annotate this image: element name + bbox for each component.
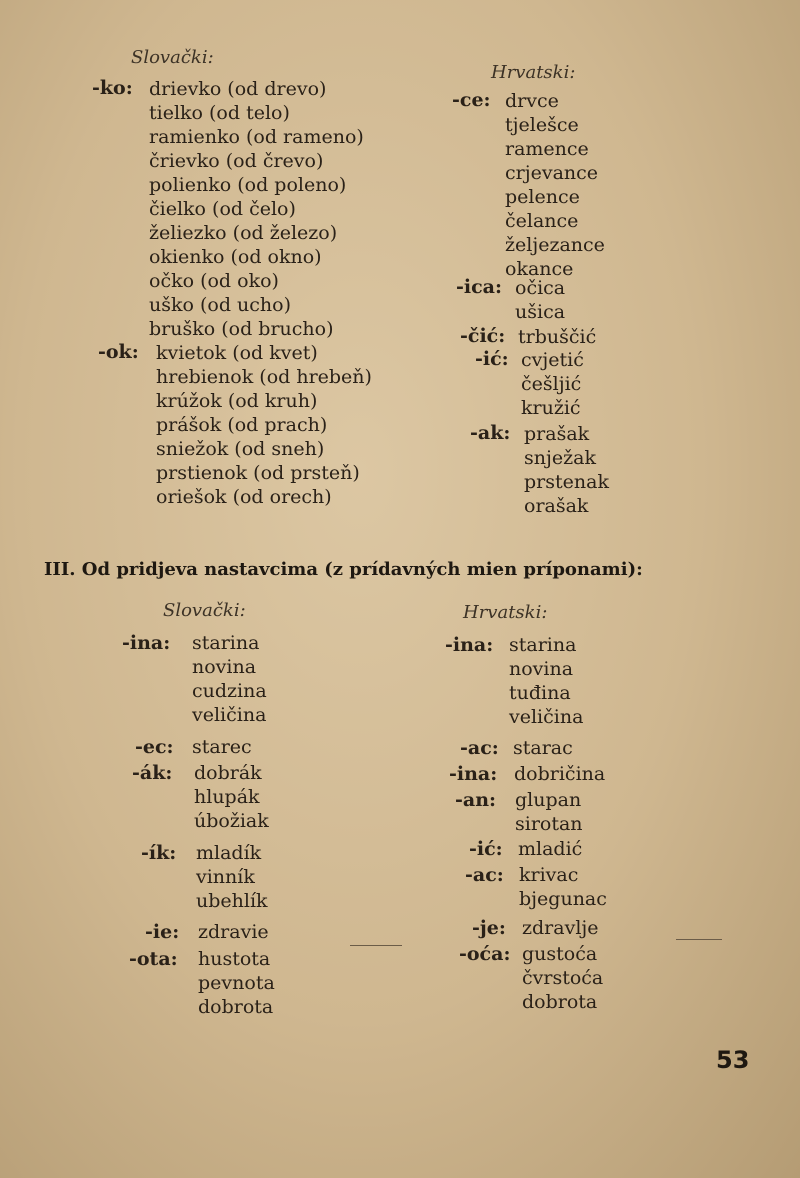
page-number: 53	[716, 1046, 750, 1074]
word-list	[198, 948, 275, 1020]
word-entry: pevnota	[198, 972, 275, 994]
word-entry: tielko (od telo)	[149, 102, 290, 124]
word-entry: pelence	[505, 186, 580, 208]
word-entry: čelance	[505, 210, 579, 232]
word-entry: drvce	[505, 90, 559, 112]
word-entry: cvjetić	[521, 349, 584, 371]
word-entry: vinník	[196, 866, 255, 888]
word-entry: bruško (od brucho)	[149, 318, 334, 340]
word-entry: prstienok (od prsteň)	[156, 462, 360, 484]
suffix-label: -je:	[472, 917, 506, 939]
suffix-label: -ina:	[122, 632, 171, 654]
word-entry: novina	[192, 656, 257, 678]
word-entry: tuđina	[509, 682, 571, 704]
word-entry: bjegunac	[519, 888, 607, 910]
word-list	[521, 349, 584, 421]
word-entry: okance	[505, 258, 574, 280]
suffix-label: -ec:	[135, 736, 174, 758]
suffix-label: -ák:	[132, 762, 173, 784]
word-entry: snježak	[524, 447, 596, 469]
word-list	[514, 763, 605, 787]
word-list	[509, 634, 583, 730]
section-title: III. Od pridjeva nastavcima (z prídavných mien príponami):	[44, 559, 643, 580]
word-list	[156, 342, 372, 510]
word-entry: crjevance	[505, 162, 599, 184]
word-list	[519, 864, 607, 912]
word-entry: hustota	[198, 948, 271, 970]
word-entry: očko (od oko)	[149, 270, 279, 292]
word-list	[522, 943, 603, 1015]
divider	[676, 939, 722, 940]
word-entry: drievko (od drevo)	[149, 78, 327, 100]
word-entry: polienko (od poleno)	[149, 174, 347, 196]
word-entry: tjelešce	[505, 114, 579, 136]
suffix-label: -ie:	[145, 921, 180, 943]
word-entry: starina	[192, 632, 260, 654]
word-entry: ubehlík	[196, 890, 268, 912]
word-list	[192, 736, 252, 760]
word-entry: dobričina	[514, 763, 606, 785]
word-entry: češljić	[521, 373, 582, 395]
word-list	[505, 90, 605, 282]
word-entry: dobrota	[522, 991, 598, 1013]
suffix-label: -ík:	[141, 842, 177, 864]
word-list	[196, 842, 268, 914]
word-list	[194, 762, 269, 834]
word-entry: ušica	[515, 301, 566, 323]
word-entry: kružić	[521, 397, 581, 419]
suffix-label: -ica:	[456, 276, 502, 298]
word-entry: sniežok (od sneh)	[156, 438, 325, 460]
word-entry: krúžok (od kruh)	[156, 390, 318, 412]
word-entry: prašak	[524, 423, 590, 445]
suffix-label: -ić:	[475, 348, 509, 370]
suffix-label: -ić:	[469, 838, 503, 860]
word-entry: glupan	[515, 789, 582, 811]
word-entry: mladić	[518, 838, 583, 860]
word-entry: želiezko (od železo)	[149, 222, 338, 244]
word-entry: oriešok (od orech)	[156, 486, 332, 508]
bottom-slovak-header: Slovački:	[163, 600, 246, 621]
word-entry: zdravlje	[522, 917, 599, 939]
word-list	[518, 326, 596, 350]
word-entry: novina	[509, 658, 574, 680]
word-entry: hrebienok (od hrebeň)	[156, 366, 372, 388]
top-slovak-header: Slovački:	[131, 47, 214, 68]
word-entry: sirotan	[515, 813, 583, 835]
word-entry: krivac	[519, 864, 579, 886]
word-entry: starac	[513, 737, 573, 759]
suffix-label: -ina:	[445, 634, 494, 656]
suffix-label: -ce:	[452, 89, 491, 111]
word-entry: cudzina	[192, 680, 267, 702]
divider	[350, 945, 402, 946]
suffix-label: -ota:	[129, 948, 178, 970]
word-list	[524, 423, 609, 519]
word-entry: mladík	[196, 842, 262, 864]
word-entry: črievko (od črevo)	[149, 150, 324, 172]
bottom-croatian-header: Hrvatski:	[463, 602, 548, 623]
suffix-label: -ko:	[92, 77, 133, 99]
word-entry: čielko (od čelo)	[149, 198, 296, 220]
word-entry: očica	[515, 277, 566, 299]
word-entry: prstenak	[524, 471, 609, 493]
suffix-label: -an:	[455, 789, 497, 811]
word-list	[513, 737, 573, 761]
word-entry: kvietok (od kvet)	[156, 342, 318, 364]
word-list	[515, 277, 565, 325]
word-entry: veličina	[509, 706, 584, 728]
word-entry: trbuščić	[518, 326, 597, 348]
word-entry: starina	[509, 634, 577, 656]
word-entry: dobrák	[194, 762, 262, 784]
word-entry: ramienko (od rameno)	[149, 126, 364, 148]
suffix-label: -ac:	[460, 737, 499, 759]
suffix-label: -čić:	[460, 325, 506, 347]
suffix-label: -ak:	[470, 422, 511, 444]
suffix-label: -ok:	[98, 341, 139, 363]
word-list	[515, 789, 583, 837]
word-list	[192, 632, 267, 728]
word-list	[518, 838, 582, 862]
word-entry: ramence	[505, 138, 589, 160]
word-entry: okienko (od okno)	[149, 246, 322, 268]
word-entry: čvrstoća	[522, 967, 604, 989]
word-entry: starec	[192, 736, 252, 758]
word-entry: veličina	[192, 704, 267, 726]
word-list	[149, 78, 364, 342]
word-entry: dobrota	[198, 996, 274, 1018]
word-entry: prášok (od prach)	[156, 414, 328, 436]
word-entry: orašak	[524, 495, 589, 517]
word-entry: hlupák	[194, 786, 260, 808]
word-entry: úbožiak	[194, 810, 269, 832]
word-entry: gustoća	[522, 943, 598, 965]
word-list	[198, 921, 269, 945]
word-list	[522, 917, 599, 941]
suffix-label: -oća:	[459, 943, 511, 965]
suffix-label: -ina:	[449, 763, 498, 785]
word-entry: željezance	[505, 234, 605, 256]
suffix-label: -ac:	[465, 864, 504, 886]
top-croatian-header: Hrvatski:	[491, 62, 576, 83]
word-entry: zdravie	[198, 921, 269, 943]
word-entry: uško (od ucho)	[149, 294, 291, 316]
